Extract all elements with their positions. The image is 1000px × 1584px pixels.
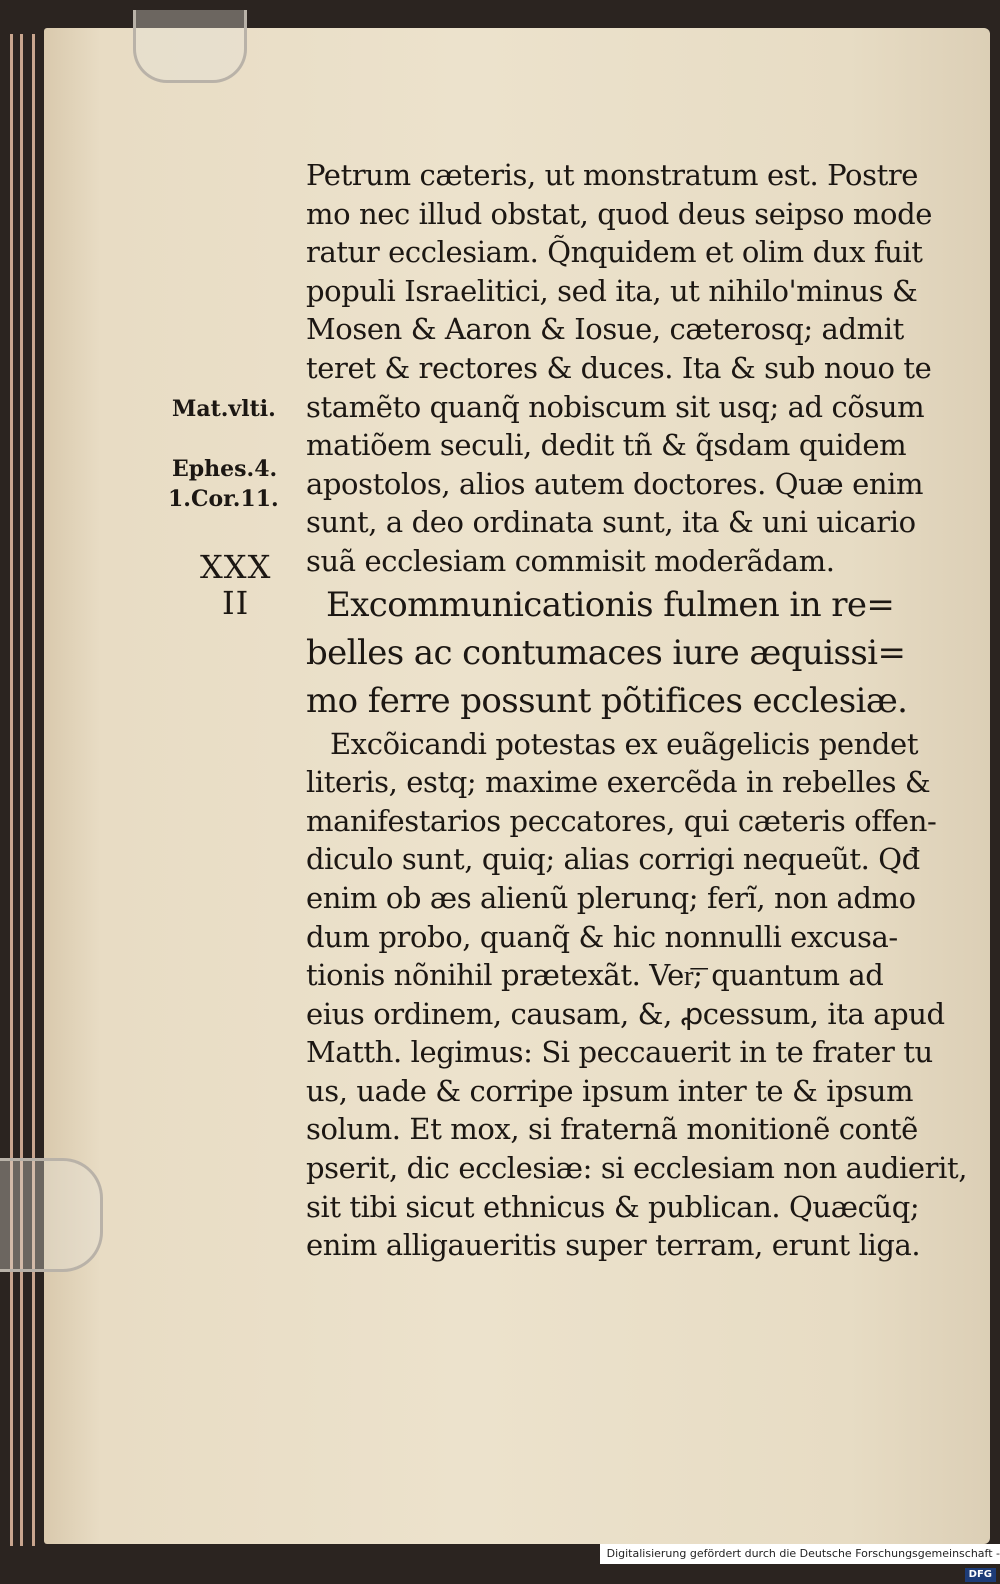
page-edge [10,34,13,1546]
section-number-line2: II [222,584,250,622]
heading-line: Excommunicationis fulmen in re= [326,584,895,625]
body-line: literis, estq; maxime exercẽda in rebelles & [306,765,931,800]
body-line: dum probo, quanq̃ & hic nonnulli excusa- [306,919,898,954]
body-line: us, uade & corripe ipsum inter te & ipsum [306,1073,914,1108]
credit-text: Digitalisierung gefördert durch die Deutsche Forschungsgemeinschaft - [606,1547,1000,1560]
body-line: Matth. legimus: Si peccauerit in te frater tu [306,1035,933,1070]
text-line: populi Israelitici, sed ita, ut nihilo'minus & [306,273,918,308]
text-line: ratur ecclesiam. Q̃nquidem et olim dux fuit [306,235,923,270]
marginal-note-corinthians: 1.Cor.11. [168,486,279,512]
text-line: sunt, a deo ordinata sunt, ita & uni uicario [306,505,916,540]
text-line: suã ecclesiam commisit moderãdam. [306,543,835,578]
text-line: mo nec illud obstat, quod deus seipso mode [306,196,933,231]
text-line: Mosen & Aaron & Iosue, cæterosq; admit [306,312,904,347]
text-line: Petrum cæteris, ut monstratum est. Postre [306,158,919,192]
body-line: diculo sunt, quiq; alias corrigi nequeũt. Qđ [306,842,920,877]
body-line: solum. Et mox, si fraternã monitionẽ contẽ [306,1112,918,1147]
marginal-note-matthew: Mat.vlti. [172,396,276,422]
page-clip-left [0,1158,103,1272]
page-text [306,156,968,1265]
dfg-logo: DFG [965,1568,996,1582]
text-line: teret & rectores & duces. Ita & sub nouo te [306,350,932,385]
body-line: sit tibi sicut ethnicus & publican. Quæcũq; [306,1189,920,1224]
text-line: stamẽto quanq̃ nobiscum sit usq; ad cõsum [306,389,925,424]
body-line: pserit, dic ecclesiæ: si ecclesiam non audierit, [306,1151,968,1186]
page-clip-top [133,10,247,83]
body-line: Excõicandi potestas ex euãgelicis pendet [330,726,919,761]
digitization-credit [600,1544,1000,1580]
body-line: tionis nõnihil prætexãt. Ver͞; quantum ad [306,958,884,993]
page-edge [32,34,35,1546]
body-line: eius ordinem, causam, &, ꝓcessum, ita apud [306,996,945,1031]
page-edge [20,34,23,1546]
body-line: manifestarios peccatores, qui cæteris offen- [306,803,937,838]
body-line: enim ob æs alienũ plerunq; ferĩ, non admo [306,880,916,915]
marginal-note-ephesians: Ephes.4. [172,456,278,482]
section-number-line1: XXX [200,548,272,586]
body-line: enim alligaueritis super terram, erunt liga. [306,1228,921,1263]
heading-line: belles ac contumaces iure æquissi= [306,632,906,673]
text-line: matiõem seculi, dedit tñ & q̃sdam quidem [306,428,907,463]
heading-line: mo ferre possunt põtifices ecclesiæ. [306,680,908,721]
text-line: apostolos, alios autem doctores. Quæ enim [306,466,924,501]
